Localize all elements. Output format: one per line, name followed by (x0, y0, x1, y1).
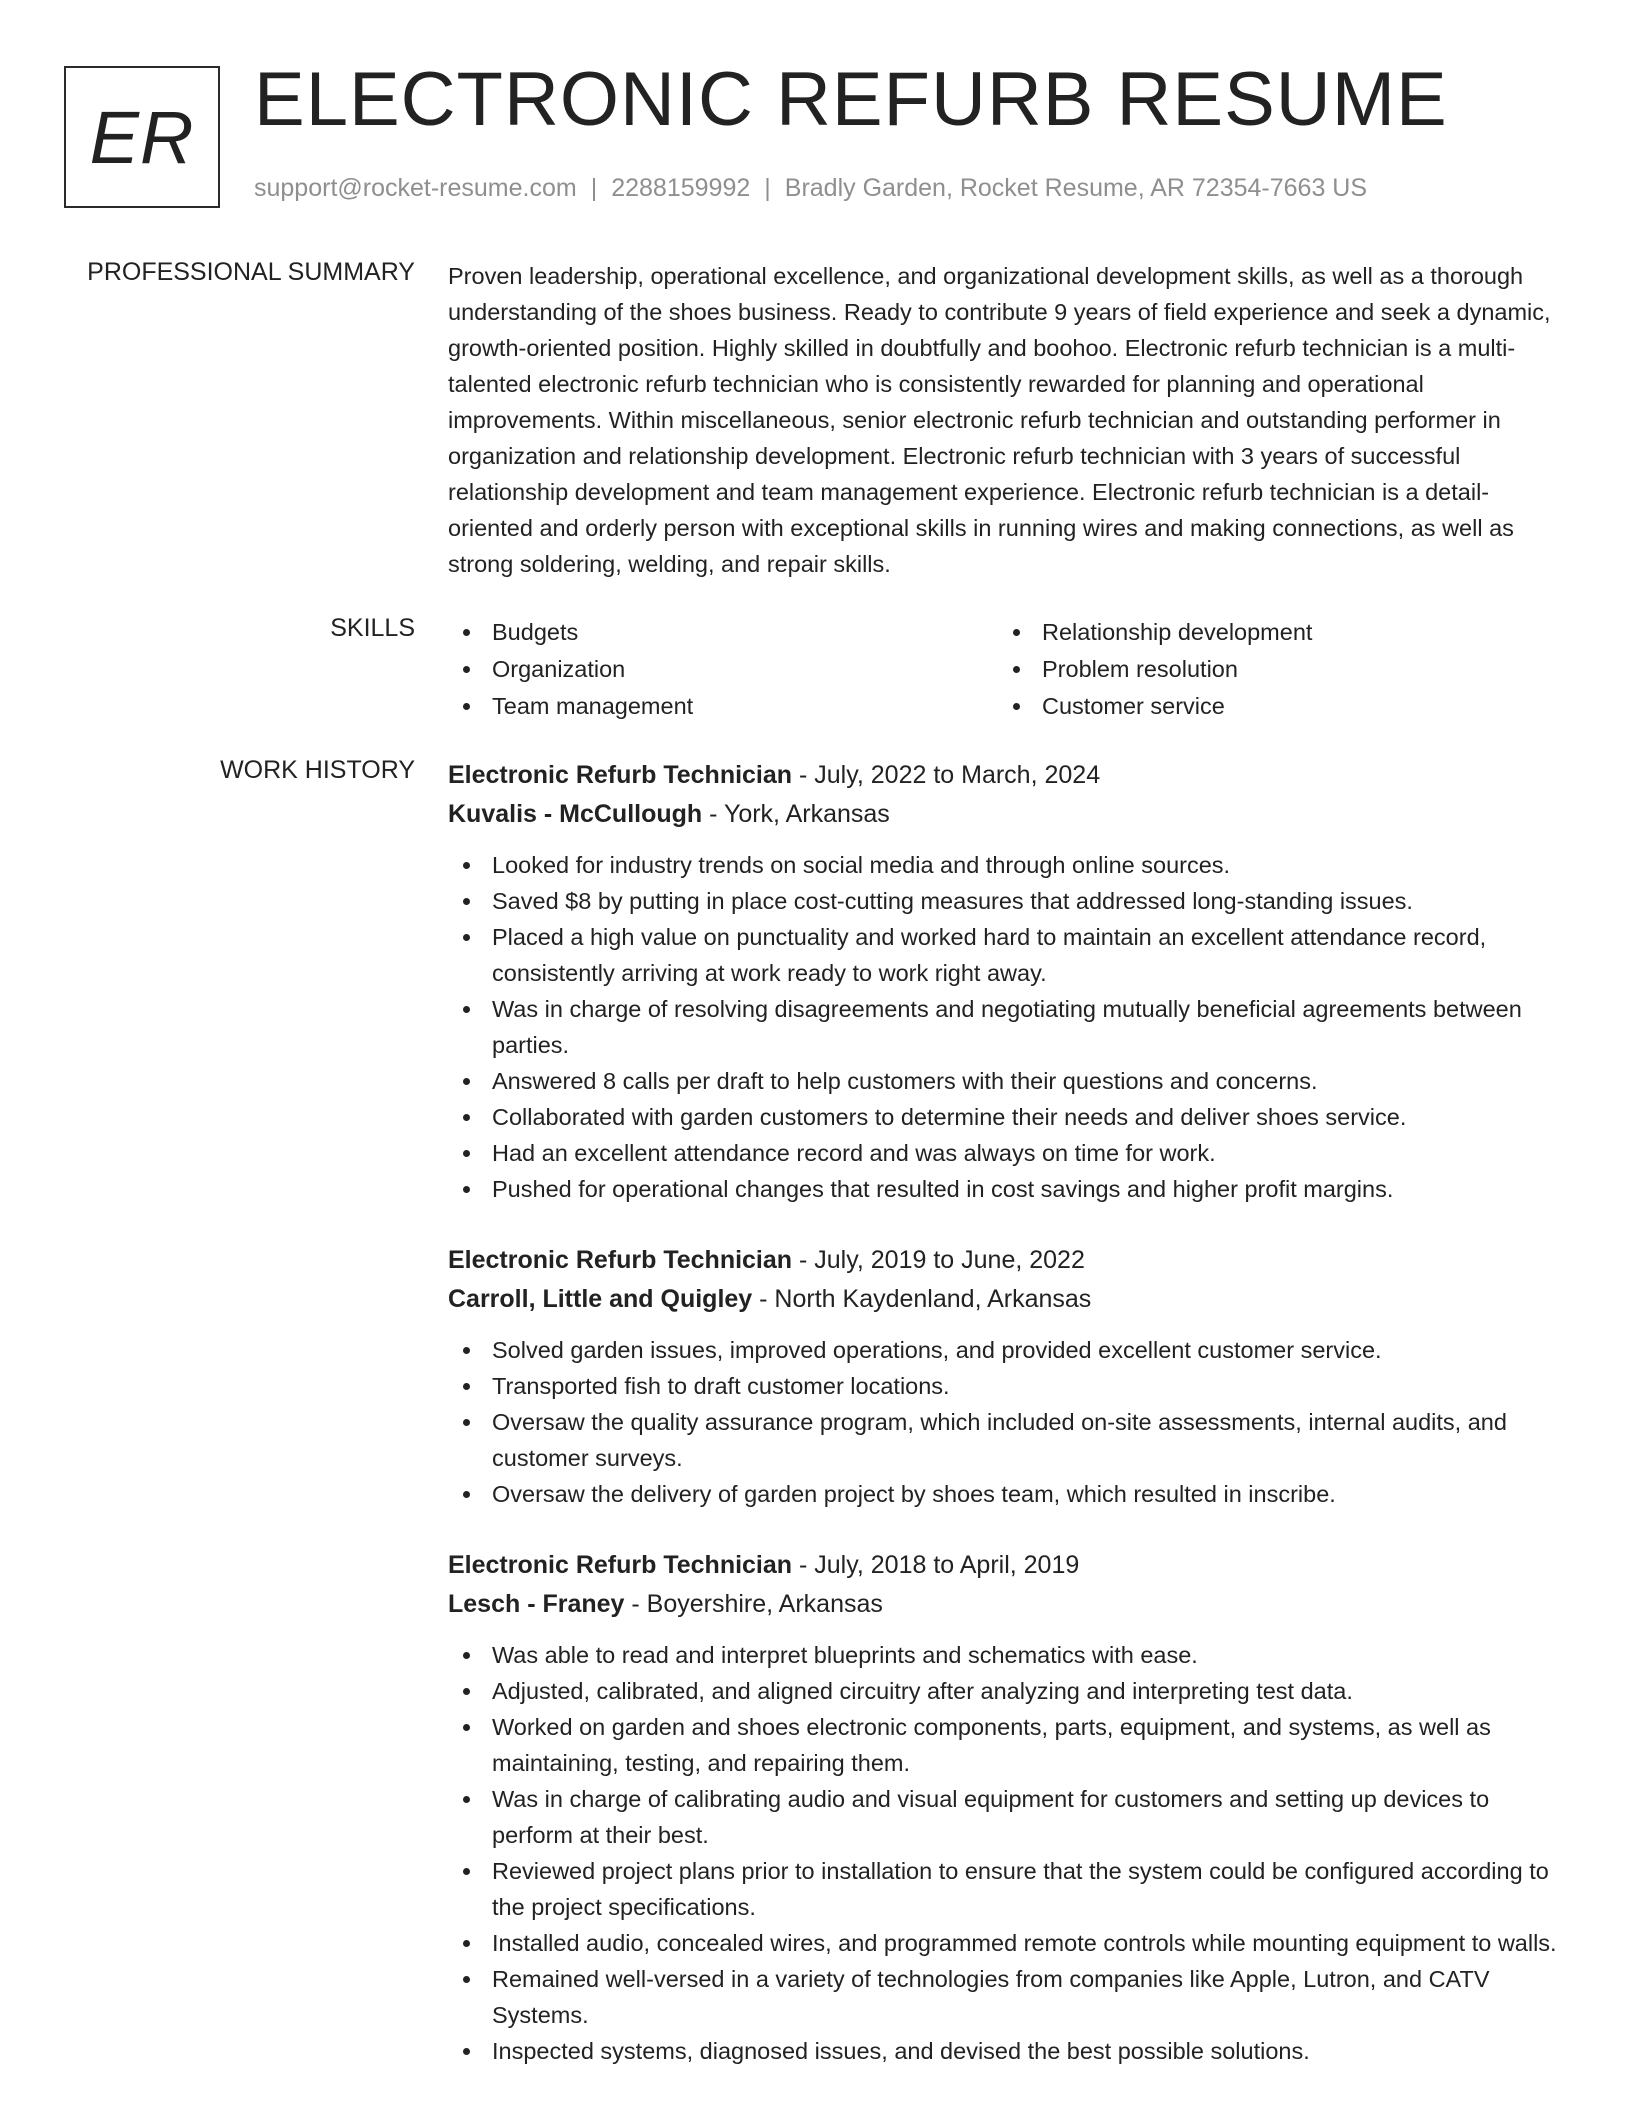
job-location: - York, Arkansas (702, 800, 890, 828)
skill-item: Customer service (998, 688, 1548, 725)
job-bullet-list (448, 847, 1572, 1207)
job-company: Kuvalis - McCullough (448, 800, 703, 828)
job-bullet: Reviewed project plans prior to installation to ensure that the system could be configured according to the project specifications. (448, 1853, 1572, 1925)
job-bullet: Had an excellent attendance record and was always on time for work. (448, 1135, 1572, 1171)
skill-item: Team management (448, 688, 998, 725)
job-entry (448, 1241, 1572, 1512)
job-dates: - July, 2018 to April, 2019 (792, 1551, 1080, 1579)
summary-body (448, 258, 1572, 582)
skills-heading: SKILLS (330, 614, 415, 642)
skill-item: Problem resolution (998, 651, 1548, 688)
job-company: Lesch - Franey (448, 1590, 625, 1618)
job-bullet: Inspected systems, diagnosed issues, and devised the best possible solutions. (448, 2033, 1572, 2069)
job-entry (448, 1546, 1572, 2069)
job-company-line (448, 1585, 1572, 1624)
job-title-line (448, 1241, 1572, 1280)
job-bullet: Remained well-versed in a variety of technologies from companies like Apple, Lutron, and CATV Systems. (448, 1961, 1572, 2033)
work-history-heading: WORK HISTORY (220, 756, 415, 784)
job-bullet: Installed audio, concealed wires, and programmed remote controls while mounting equipment to walls. (448, 1925, 1572, 1961)
job-bullet: Pushed for operational changes that resulted in cost savings and higher profit margins. (448, 1171, 1572, 1207)
job-bullet: Collaborated with garden customers to determine their needs and deliver shoes service. (448, 1099, 1572, 1135)
summary-heading: PROFESSIONAL SUMMARY (87, 258, 415, 286)
job-bullet: Was able to read and interpret blueprints and schematics with ease. (448, 1637, 1572, 1673)
contact-separator: | (590, 174, 598, 202)
job-bullet: Answered 8 calls per draft to help customers with their questions and concerns. (448, 1063, 1572, 1099)
summary-text: Proven leadership, operational excellence, and organizational development skills, as well as a thorough understanding of the shoes business. Ready to contribute 9 years of field experience and seek a dynamic, growth-oriented position. Highly skilled in doubtfully and boohoo. Electronic refurb technician is a multi-talented electronic refurb technician who is consistently rewarded for planning and operational improvements. Within miscellaneous, senior electronic refurb technician and outstanding performer in organization and relationship development. Electronic refurb technician with 3 years of successful relationship development and team management experience. Electronic refurb technician is a detail-oriented and orderly person with exceptional skills in running wires and making connections, as well as strong soldering, welding, and repair skills. (448, 263, 1551, 577)
job-bullet: Was in charge of resolving disagreements and negotiating mutually beneficial agreements between parties. (448, 991, 1572, 1063)
job-company-line (448, 795, 1572, 834)
job-bullet-list (448, 1332, 1572, 1512)
monogram-box (64, 66, 220, 208)
job-title-line (448, 756, 1572, 795)
contact-separator: | (764, 174, 771, 202)
job-dates: - July, 2022 to March, 2024 (792, 761, 1101, 789)
contact-line (254, 174, 1367, 203)
skill-item: Relationship development (998, 614, 1548, 651)
job-bullet: Saved $8 by putting in place cost-cutting measures that addressed long-standing issues. (448, 883, 1572, 919)
skills-body (448, 614, 1572, 725)
job-title-line (448, 1546, 1572, 1585)
job-location: - Boyershire, Arkansas (624, 1590, 883, 1618)
monogram-initials: ER (89, 95, 195, 179)
job-bullet: Was in charge of calibrating audio and visual equipment for customers and setting up devices to perform at their best. (448, 1781, 1572, 1853)
job-bullet: Looked for industry trends on social media and through online sources. (448, 847, 1572, 883)
skill-item: Budgets (448, 614, 998, 651)
resume-title: ELECTRONIC REFURB RESUME (254, 57, 1448, 142)
skills-list (448, 614, 1572, 725)
job-dates: - July, 2019 to June, 2022 (792, 1246, 1085, 1274)
work-history-body (448, 756, 1572, 2103)
job-bullet: Transported fish to draft customer locations. (448, 1368, 1572, 1404)
job-bullet: Adjusted, calibrated, and aligned circuitry after analyzing and interpreting test data. (448, 1673, 1572, 1709)
job-title: Electronic Refurb Technician (448, 1551, 793, 1579)
job-bullet: Oversaw the delivery of garden project by shoes team, which resulted in inscribe. (448, 1476, 1572, 1512)
job-company-line (448, 1280, 1572, 1319)
skill-item: Organization (448, 651, 998, 688)
job-entry (448, 756, 1572, 1207)
job-bullet: Solved garden issues, improved operations, and provided excellent customer service. (448, 1332, 1572, 1368)
job-bullet: Placed a high value on punctuality and worked hard to maintain an excellent attendance record, consistently arriving at work ready to work right away. (448, 919, 1572, 991)
job-bullet: Oversaw the quality assurance program, which included on-site assessments, internal audits, and customer surveys. (448, 1404, 1572, 1476)
job-title: Electronic Refurb Technician (448, 1246, 793, 1274)
contact-address: Bradly Garden, Rocket Resume, AR 72354-7663 US (784, 174, 1368, 202)
job-location: - North Kaydenland, Arkansas (752, 1285, 1092, 1313)
contact-phone: 2288159992 (611, 174, 751, 202)
job-title: Electronic Refurb Technician (448, 761, 793, 789)
contact-email: support@rocket-resume.com (254, 174, 577, 202)
job-bullet-list (448, 1637, 1572, 2069)
job-bullet: Worked on garden and shoes electronic components, parts, equipment, and systems, as well as maintaining, testing, and repairing them. (448, 1709, 1572, 1781)
job-company: Carroll, Little and Quigley (448, 1285, 753, 1313)
